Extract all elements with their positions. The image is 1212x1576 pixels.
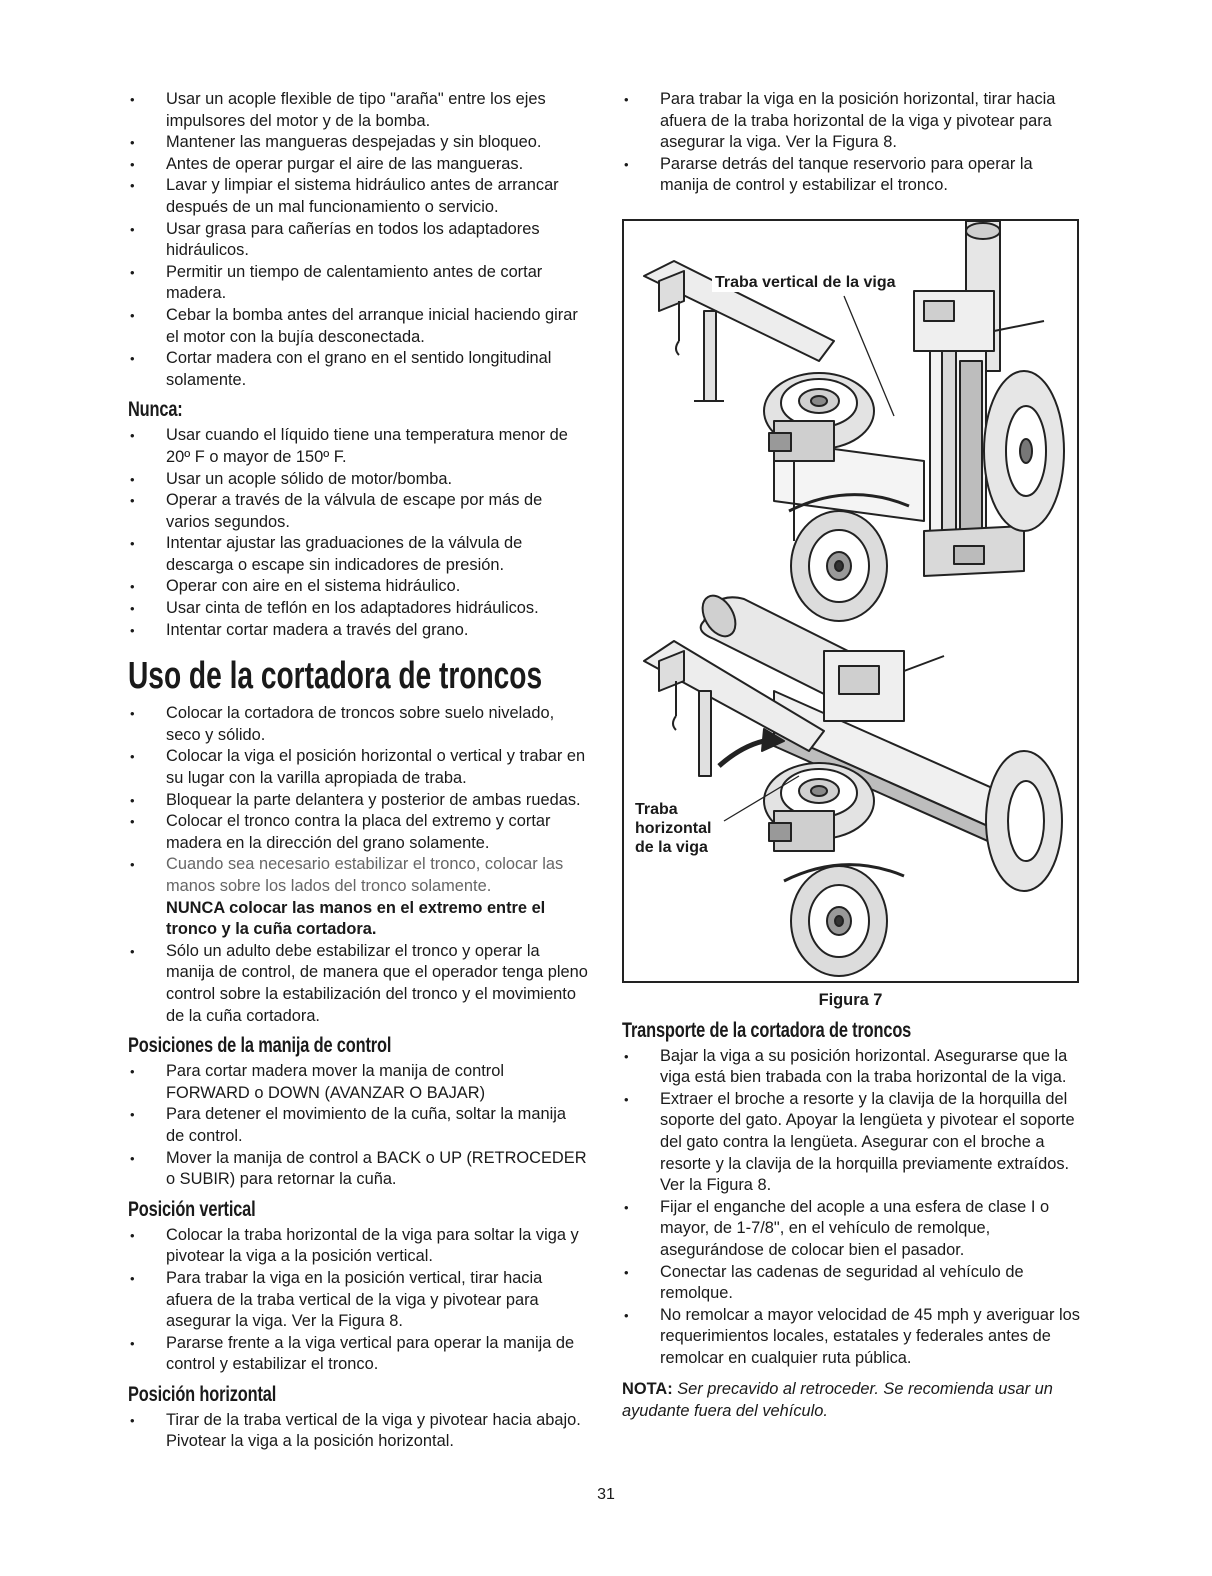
transporte-list [622,1046,1082,1370]
warning-note: NUNCA colocar las manos en el extremo entre el tronco y la cuña cortadora. [166,898,546,939]
list-item [128,854,588,940]
light-text: Cuando sea necesario estabilizar el tronco, colocar las manos sobre los lados del tronco solamente. [166,855,564,895]
nota-text: Ser precavido al retroceder. Se recomienda usar un ayudante fuera del vehículo. [622,1380,1053,1421]
list-item: • Colocar la cortadora de troncos sobre suelo nivelado, seco y sólido. [128,703,588,746]
figure-7 [622,219,1079,983]
list-item: • Colocar la traba horizontal de la viga para soltar la viga y pivotear la viga a la posición vertical. [128,1225,588,1268]
list-item: • Usar grasa para cañerías en todos los adaptadores hidráulicos. [128,219,588,262]
callout-line: de la viga [635,838,708,856]
transporte-heading: Transporte de la cortadora de troncos [622,1018,912,1042]
list-item: • Intentar cortar madera a través del grano. [128,620,588,642]
callout-line: horizontal [635,819,712,837]
right-column [622,89,1082,1423]
list-item: • Lavar y limpiar el sistema hidráulico antes de arrancar después de un mal funcionamiento o servicio. [128,175,588,218]
right-top-list [622,89,1082,197]
list-item: • Pararse detrás del tanque reservorio para operar la manija de control y estabilizar el tronco. [622,154,1082,197]
list-item: • Usar cinta de teflón en los adaptadores hidráulicos. [128,598,588,620]
horizontal-heading: Posición horizontal [128,1382,277,1406]
list-item: • Colocar la viga el posición horizontal o vertical y trabar en su lugar con la varilla apropiada de traba. [128,746,588,789]
list-item: • Usar cuando el líquido tiene una temperatura menor de 20º F o mayor de 150º F. [128,425,588,468]
callout-line: Traba [635,800,678,818]
list-item: • Conectar las cadenas de seguridad al vehículo de remolque. [622,1262,1082,1305]
callout-vertical-lock: Traba vertical de la viga [712,273,899,292]
horizontal-list [128,1410,588,1453]
list-item: • Bloquear la parte delantera y posterior de ambas ruedas. [128,790,588,812]
list-item: • Antes de operar purgar el aire de las mangueras. [128,154,588,176]
uso-list [128,703,588,1027]
list-item: • Tirar de la traba vertical de la viga y pivotear hacia abajo. Pivotear la viga a la posición horizontal. [128,1410,588,1453]
nunca-heading: Nunca: [128,398,183,422]
list-item: • Mover la manija de control a BACK o UP (RETROCEDER o SUBIR) para retornar la cuña. [128,1148,588,1191]
list-item: • Operar con aire en el sistema hidráulico. [128,576,588,598]
list-item: • No remolcar a mayor velocidad de 45 mph y averiguar los requerimientos locales, estatales y federales antes de remolcar en cualquier ruta pública. [622,1305,1082,1370]
list-item: • Para trabar la viga en la posición horizontal, tirar hacia afuera de la traba horizontal de la viga y pivotear para asegurar la viga. Ver la Figura 8. [622,89,1082,154]
list-item: • Operar a través de la válvula de escape por más de varios segundos. [128,490,588,533]
list-item: • Cortar madera con el grano en el sentido longitudinal solamente. [128,348,588,391]
log-splitter-illustration [624,221,1077,981]
list-item: • Extraer el broche a resorte y la clavija de la horquilla del soporte del gato. Apoyar la lengüeta y pivotear el soporte del gato contra la lengüeta. Asegurar con el broche a resorte y la clavija de la horquilla previamente extraídos. Ver la Figura 8. [622,1089,1082,1197]
list-item: • Usar un acople flexible de tipo "araña" entre los ejes impulsores del motor y de la bomba. [128,89,588,132]
posiciones-list [128,1061,588,1191]
list-item: • Colocar el tronco contra la placa del extremo y cortar madera en la dirección del grano solamente. [128,811,588,854]
bullet-list-top [128,89,588,391]
nunca-list [128,425,588,641]
vertical-list [128,1225,588,1376]
list-item: • Para cortar madera mover la manija de control FORWARD o DOWN (AVANZAR O BAJAR) [128,1061,588,1104]
nota-label: NOTA: [622,1380,673,1399]
list-item: • Fijar el enganche del acople a una esfera de clase I o mayor, de 1-7/8", en el vehículo de remolque, asegurándose de colocar bien el pasador. [622,1197,1082,1262]
nota-paragraph [622,1379,1082,1422]
figure-caption: Figura 7 [818,990,883,1009]
list-item: • Cebar la bomba antes del arranque inicial haciendo girar el motor con la bujía desconectada. [128,305,588,348]
list-item: • Bajar la viga a su posición horizontal. Asegurarse que la viga está bien trabada con la traba horizontal de la viga. [622,1046,1082,1089]
callout-horizontal-lock [635,800,711,857]
list-item: • Sólo un adulto debe estabilizar el tronco y operar la manija de control, de manera que el operador tenga pleno control sobre la estabilización del tronco y el movimiento de la cuña cortadora. [128,941,588,1027]
list-item: • Pararse frente a la viga vertical para operar la manija de control y estabilizar el tronco. [128,1333,588,1376]
list-item: • Intentar ajustar las graduaciones de la válvula de descarga o escape sin indicadores de presión. [128,533,588,576]
list-item: • Usar un acople sólido de motor/bomba. [128,469,588,491]
horizontal-splitter-drawing [644,590,1062,976]
vertical-heading: Posición vertical [128,1197,256,1221]
list-item: • Para detener el movimiento de la cuña, soltar la manija de control. [128,1104,588,1147]
list-item: • Para trabar la viga en la posición vertical, tirar hacia afuera de la traba vertical de la viga y pivotear para asegurar la viga. Ver la Figura 8. [128,1268,588,1333]
list-item: • Permitir un tiempo de calentamiento antes de cortar madera. [128,262,588,305]
left-column [128,89,588,1453]
section-title-uso: Uso de la cortadora de troncos [128,655,543,698]
page-number: 31 [597,1486,615,1503]
posiciones-heading: Posiciones de la manija de control [128,1034,392,1058]
list-item: • Mantener las mangueras despejadas y sin bloqueo. [128,132,588,154]
